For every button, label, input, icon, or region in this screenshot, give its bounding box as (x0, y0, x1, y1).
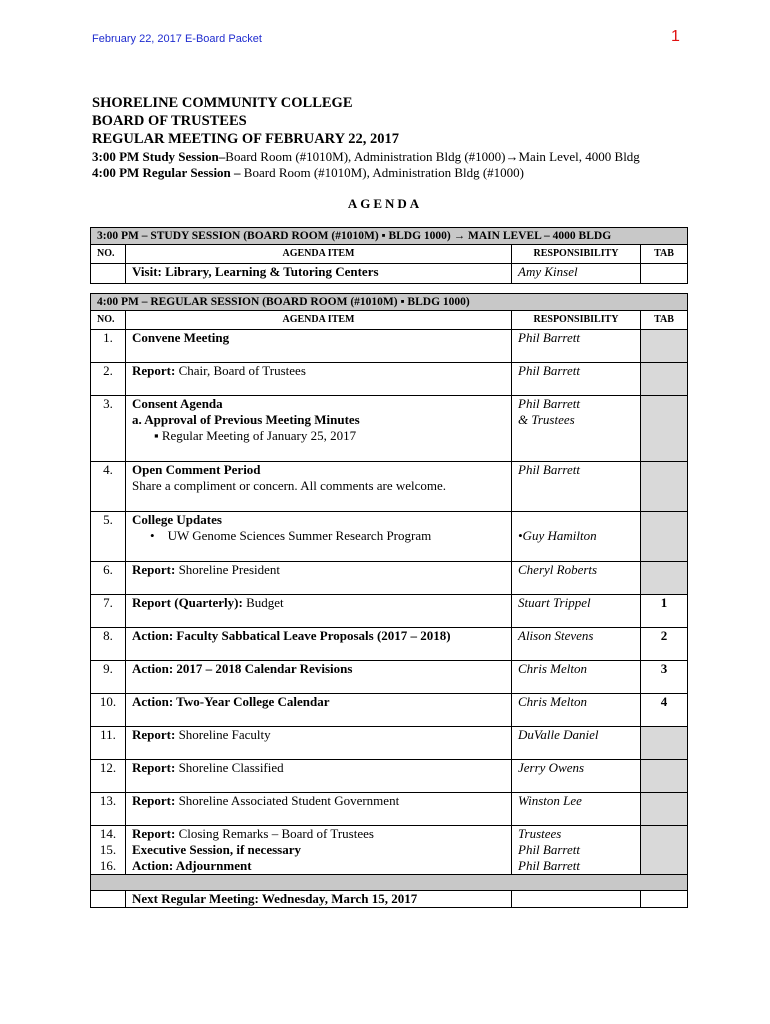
agenda-row (91, 330, 688, 363)
col-no: NO. (91, 245, 126, 264)
study-band-text: 3:00 PM – STUDY SESSION (BOARD ROOM (#1010M) ▪ BLDG 1000) → MAIN LEVEL – 4000 BLDG (91, 228, 688, 245)
regular-session-band (91, 294, 688, 311)
separator-row (91, 875, 688, 891)
agenda-row (91, 760, 688, 793)
college-title: SHORELINE COMMUNITY COLLEGE (92, 95, 353, 111)
study-session-band (91, 228, 688, 245)
row-subitem: a. Approval of Previous Meeting Minutes (132, 412, 360, 427)
row-item: Convene Meeting (132, 330, 230, 345)
study-item: Visit: Library, Learning & Tutoring Centers (132, 264, 379, 279)
row-item: Open Comment Period (132, 462, 261, 477)
agenda-row (91, 628, 688, 661)
regular-session-time: 4:00 PM Regular Session – (92, 165, 244, 180)
study-session-location: Board Room (#1010M), Administration Bldg (#1000)→Main Level, 4000 Bldg (225, 149, 640, 164)
row-item: Action: 2017 – 2018 Calendar Revisions (132, 661, 353, 676)
row-item-label: Report: (132, 562, 176, 577)
regular-session-line (92, 165, 524, 181)
row-tab (641, 396, 688, 462)
row-tab (641, 462, 688, 512)
row-number: 10. (91, 694, 126, 727)
agenda-row-final-group (91, 826, 688, 875)
row-tab (641, 727, 688, 760)
next-meeting-row (91, 891, 688, 908)
row-item-text: Chair, Board of Trustees (175, 363, 306, 378)
row-tab: 1 (641, 595, 688, 628)
row-resp: •Guy Hamilton (518, 528, 597, 543)
row-tab (641, 760, 688, 793)
row-resp: Chris Melton (512, 661, 641, 694)
row-resp: Phil Barrett (518, 842, 580, 857)
row-resp: Phil Barrett (512, 462, 641, 512)
row-bullet-text: UW Genome Sciences Summer Research Program (167, 528, 432, 543)
row-item-label: Report: (132, 363, 176, 378)
row-item-text: Shoreline Faculty (175, 727, 271, 742)
agenda-row (91, 396, 688, 462)
study-column-header (91, 245, 688, 264)
row-item: Action: Faculty Sabbatical Leave Proposals (2017 – 2018) (132, 628, 451, 643)
row-resp: Winston Lee (512, 793, 641, 826)
row-tab: 4 (641, 694, 688, 727)
row-item-text: Shoreline Classified (175, 760, 284, 775)
row-resp: Phil Barrett (518, 858, 580, 873)
agenda-row (91, 661, 688, 694)
row-item-text: Closing Remarks – Board of Trustees (175, 826, 374, 841)
row-resp: Cheryl Roberts (512, 562, 641, 595)
study-row (91, 264, 688, 284)
agenda-row (91, 363, 688, 396)
row-item-text: Shoreline President (175, 562, 281, 577)
row-number: 8. (91, 628, 126, 661)
regular-session-location: Board Room (#1010M), Administration Bldg (#1000) (243, 165, 525, 180)
agenda-row (91, 562, 688, 595)
row-number: 2. (91, 363, 126, 396)
row-number: 1. (91, 330, 126, 363)
row-item-label: Report: (132, 760, 176, 775)
row-resp: Alison Stevens (512, 628, 641, 661)
col-resp: RESPONSIBILITY (512, 245, 641, 264)
bullet-icon: • (150, 528, 168, 543)
col-tab: TAB (641, 245, 688, 264)
row-item-text: Shoreline Associated Student Government (175, 793, 400, 808)
row-resp: Jerry Owens (512, 760, 641, 793)
study-session-time: 3:00 PM Study Session– (92, 149, 226, 164)
row-item-text: Share a compliment or concern. All comments are welcome. (132, 478, 447, 493)
col-no: NO. (91, 311, 126, 330)
row-number: 14. (99, 826, 117, 841)
col-item: AGENDA ITEM (126, 311, 512, 330)
row-tab (641, 363, 688, 396)
col-item: AGENDA ITEM (126, 245, 512, 264)
agenda-heading: AGENDA (347, 196, 423, 211)
row-item-label: Report (Quarterly): (132, 595, 243, 610)
row-tab: 2 (641, 628, 688, 661)
row-resp: Trustees (518, 826, 562, 841)
row-item-text: Budget (242, 595, 284, 610)
study-resp: Amy Kinsel (512, 264, 641, 284)
row-tab (641, 562, 688, 595)
row-item: Action: Adjournment (132, 858, 252, 873)
row-tab: 3 (641, 661, 688, 694)
row-item-label: Report: (132, 826, 176, 841)
row-tab (641, 826, 688, 875)
packet-header: February 22, 2017 E-Board Packet (92, 33, 262, 45)
row-item: Consent Agenda (132, 396, 223, 411)
row-item: Action: Two-Year College Calendar (132, 694, 330, 709)
col-tab: TAB (641, 311, 688, 330)
agenda-row (91, 595, 688, 628)
row-number: 5. (91, 512, 126, 562)
agenda-row (91, 512, 688, 562)
row-resp: Chris Melton (512, 694, 641, 727)
row-number: 15. (99, 842, 117, 857)
row-number: 12. (91, 760, 126, 793)
row-resp: Phil Barrett (518, 396, 580, 411)
row-item-label: Report: (132, 793, 176, 808)
row-number: 16. (99, 858, 117, 873)
row-resp: Stuart Trippel (512, 595, 641, 628)
meeting-title: REGULAR MEETING OF FEBRUARY 22, 2017 (92, 131, 399, 147)
row-item: College Updates (132, 512, 222, 527)
row-resp: Phil Barrett (512, 330, 641, 363)
agenda-row (91, 793, 688, 826)
row-tab (641, 793, 688, 826)
row-number: 7. (91, 595, 126, 628)
agenda-table (90, 227, 688, 908)
regular-column-header (91, 311, 688, 330)
row-resp-2: & Trustees (518, 412, 575, 427)
row-item-label: Report: (132, 727, 176, 742)
next-meeting: Next Regular Meeting: Wednesday, March 15, 2017 (132, 891, 418, 906)
row-number: 3. (91, 396, 126, 462)
row-number: 4. (91, 462, 126, 512)
agenda-row (91, 694, 688, 727)
board-title: BOARD OF TRUSTEES (92, 113, 247, 129)
page-number: 1 (671, 28, 680, 45)
row-number: 6. (91, 562, 126, 595)
row-number: 13. (91, 793, 126, 826)
row-tab (641, 512, 688, 562)
row-item: Executive Session, if necessary (132, 842, 301, 857)
agenda-row (91, 462, 688, 512)
study-session-line (92, 149, 640, 165)
row-subitem-detail: ▪ Regular Meeting of January 25, 2017 (154, 428, 357, 443)
row-tab (641, 330, 688, 363)
row-number: 9. (91, 661, 126, 694)
regular-band-text: 4:00 PM – REGULAR SESSION (BOARD ROOM (#1010M) ▪ BLDG 1000) (91, 294, 688, 311)
row-number: 11. (91, 727, 126, 760)
agenda-row (91, 727, 688, 760)
row-resp: Phil Barrett (512, 363, 641, 396)
row-resp: DuValle Daniel (512, 727, 641, 760)
col-resp: RESPONSIBILITY (512, 311, 641, 330)
